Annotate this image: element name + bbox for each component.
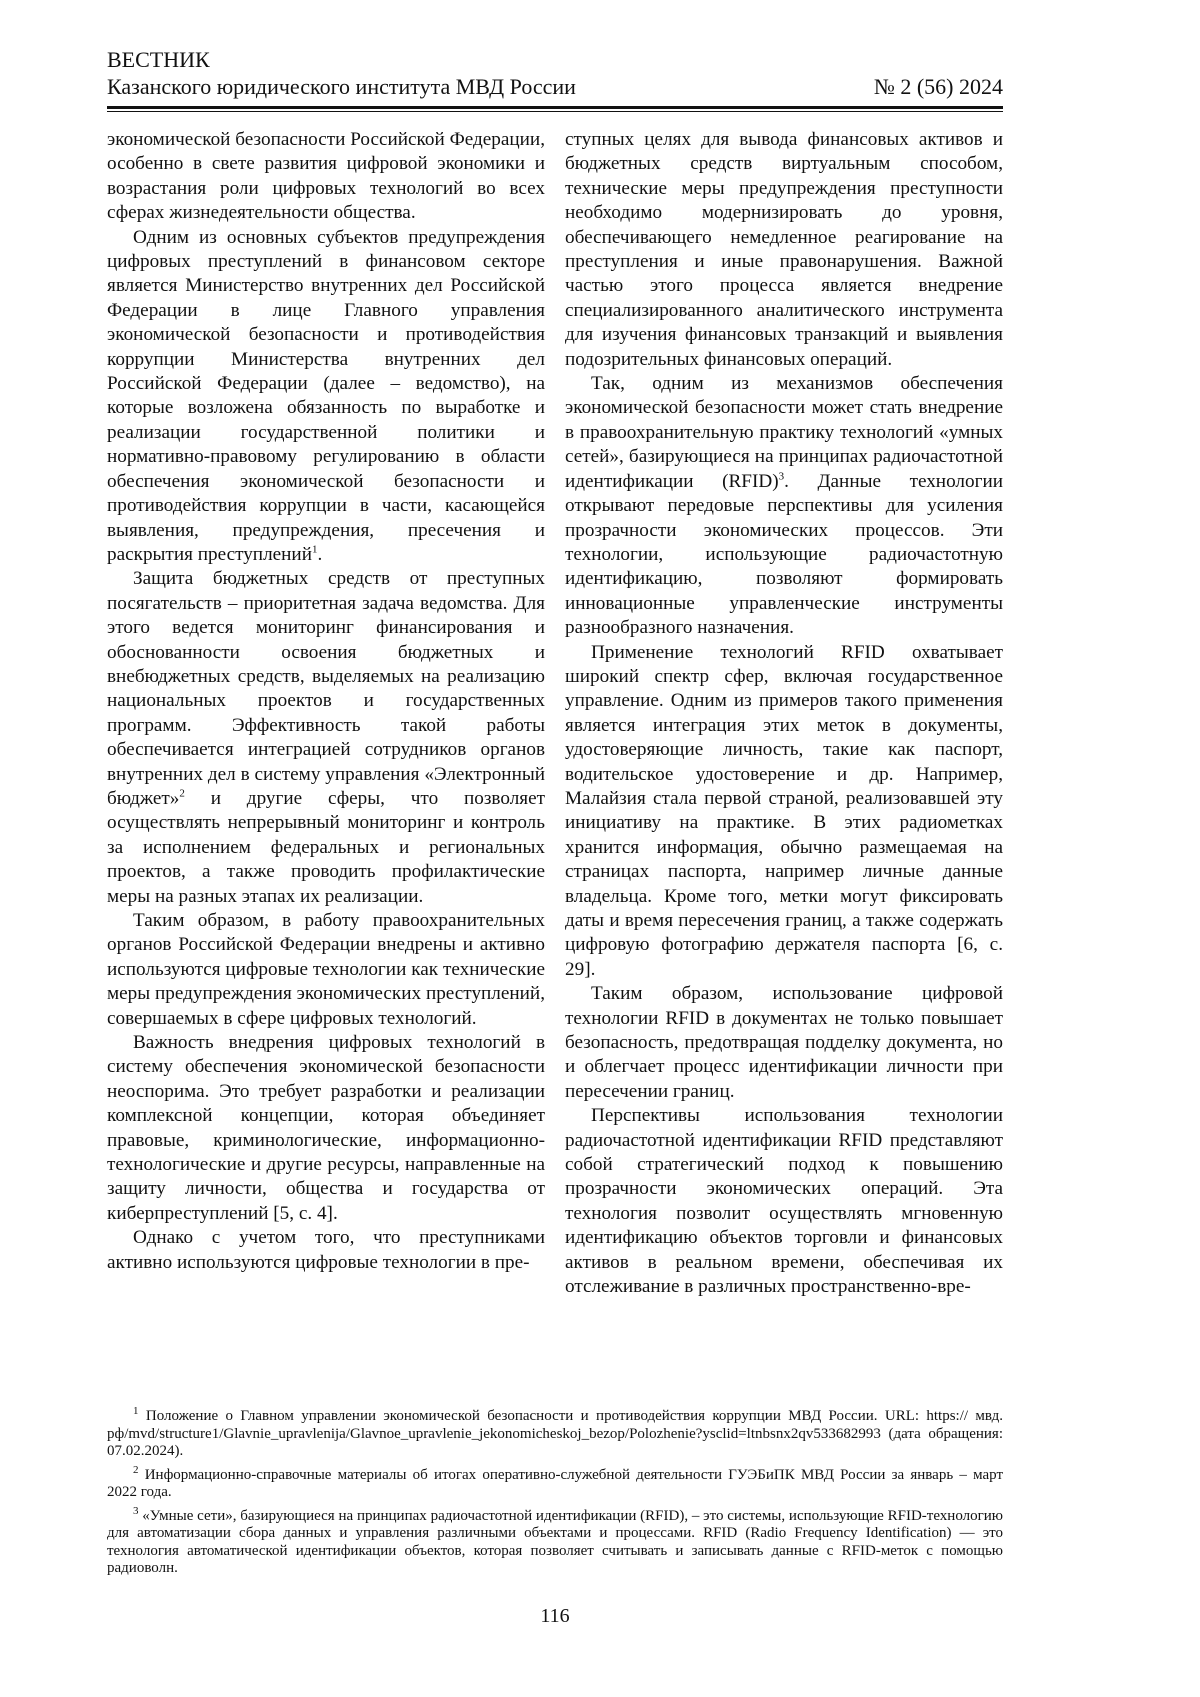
footnotes xyxy=(107,1408,1003,1584)
footnote-ref-1[interactable]: 1 xyxy=(312,544,318,556)
paragraph-text: и другие сферы, что позволяет осуществлять непрерывный мониторинг и контроль за исполнением федеральных и региональных проектов, а также проводить профилактические меры на разных этапах их реализации. xyxy=(107,788,545,907)
paragraph: Важность внедрения цифровых технологий в систему обеспечения экономической безопасности неоспорима. Это требует разработки и реализации комплексной концепции, которая объединяет правовые, криминологические, информационно-технологические и другие ресурсы, направленные на защиту личности, общества и государства от киберпреступлений [5, с. 4]. xyxy=(107,1031,545,1226)
paragraph: Однако с учетом того, что преступниками активно используются цифровые технологии в пре- xyxy=(107,1226,545,1275)
paragraph: Применение технологий RFID охватывает широкий спектр сфер, включая государственное управление. Одним из примеров такого применения является интеграция этих меток в документы, удостоверяющие личность, такие как паспорт, водительское удостоверение и др. Например, Малайзия стала первой страной, реализовавшей эту инициативу на практике. В этих радиометках хранится информация, обычно размещаемая на страницах паспорта, например личные данные владельца. Кроме того, метки могут фиксировать даты и время пересечения границ, а также содержать цифровую фотографию держателя паспорта [6, с. 29]. xyxy=(565,641,1003,983)
paragraph: ступных целях для вывода финансовых активов и бюджетных средств виртуальным способом, технические меры предупреждения преступности необходимо модернизировать до уровня, обеспечивающего немедленное реагирование на преступления и иные правонарушения. Важной частью этого процесса является внедрение специализированного аналитического инструмента для изучения финансовых транзакций и выявления подозрительных финансовых операций. xyxy=(565,128,1003,372)
footnote-mark: 3 xyxy=(133,1505,139,1517)
paragraph: экономической безопасности Российской Федерации, особенно в свете развития цифровой экономики и возрастания роли цифровых технологий во всех сферах жизнедеятельности общества. xyxy=(107,128,545,226)
paragraph: Таким образом, использование цифровой технологии RFID в документах не только повышает безопасность, предотвращая подделку документа, но и облегчает процесс идентификации личности при пересечении границ. xyxy=(565,982,1003,1104)
paragraph xyxy=(107,567,545,909)
right-column xyxy=(565,128,1003,1300)
left-column xyxy=(107,128,545,1275)
footnote-ref-2[interactable]: 2 xyxy=(179,788,185,800)
paragraph: Таким образом, в работу правоохранительных органов Российской Федерации внедрены и активно используются цифровые технологии как технические меры предупреждения экономических преступлений, совершаемых в сфере цифровых технологий. xyxy=(107,909,545,1031)
paragraph-text: . Данные технологии открывают передовые перспективы для усиления прозрачности экономических процессов. Эти технологии, использующие радиочастотную идентификацию, позволяют формировать инновационные управленческие инструменты разнообразного назначения. xyxy=(565,471,1003,638)
footnote-mark: 1 xyxy=(133,1405,139,1417)
footnote-2 xyxy=(107,1467,1003,1502)
footnote-3 xyxy=(107,1508,1003,1578)
issue-number: № 2 (56) 2024 xyxy=(874,73,1003,100)
paragraph-text: Так, одним из механизмов обеспечения экономической безопасности может стать внедрение в правоохранительную практику технологий «умных сетей», базирующиеся на принципах радиочастотной идентификации (RFID) xyxy=(565,373,1003,492)
footnote-text: Положение о Главном управлении экономической безопасности и противодействия коррупции МВД России. URL: https:// мвд. рф/mvd/structure1/Glavnie_upravlenija/Glavnoe_upravlenie_jekonomicheskoj_bezop/Polozhenie?ysclid=ltnbsnx2qv533682993 (дата обращения: 07.02.2024). xyxy=(107,1408,1003,1459)
footnote-1 xyxy=(107,1408,1003,1461)
page-number: 116 xyxy=(107,1604,1003,1628)
paragraph-text: Защита бюджетных средств от преступных посягательств – приоритетная задача ведомства. Для этого ведется мониторинг финансирования и обоснованности освоения бюджетных и внебюджетных средств, выделяемых на реализацию национальных проектов и государственных программ. Эффективность такой работы обеспечивается интеграцией сотрудников органов внутренних дел в систему управления «Электронный бюджет» xyxy=(107,568,545,809)
footnote-ref-3[interactable]: 3 xyxy=(779,470,785,482)
footnote-text: «Умные сети», базирующиеся на принципах радиочастотной идентификации (RFID), – это системы, использующие RFID-технологию для автоматизации сбора данных и управления различными объектами и процессами. RFID (Radio Frequency Identification) — это технология автоматической идентификации объектов, которая позволяет считывать и записывать данные с RFID-меток с помощью радиоволн. xyxy=(107,1508,1003,1577)
institution-name: Казанского юридического института МВД России xyxy=(107,73,576,100)
paragraph: Перспективы использования технологии радиочастотной идентификации RFID представляют собой стратегический подход к повышению прозрачности экономических операций. Эта технология позволит осуществлять мгновенную идентификацию объектов торговли и финансовых активов в реальном времени, обеспечивая их отслеживание в различных пространственно-вре- xyxy=(565,1104,1003,1299)
journal-title: ВЕСТНИК xyxy=(107,46,1003,73)
page-body xyxy=(107,0,1003,1668)
text-columns xyxy=(107,128,1003,1390)
footnote-mark: 2 xyxy=(133,1464,139,1476)
paragraph-text: Одним из основных субъектов предупреждения цифровых преступлений в финансовом секторе является Министерство внутренних дел Российской Федерации в лице Главного управления экономической безопасности и противодействия коррупции Министерства внутренних дел Российской Федерации (далее – ведомство), на которые возложена обязанность по выработке и реализации государственной политики и нормативно-правовому регулированию в области обеспечения экономической безопасности и противодействия коррупции в части, касающейся выявления, предупреждения, пресечения и раскрытия преступлений xyxy=(107,227,545,565)
footnote-text: Информационно-справочные материалы об итогах оперативно-служебной деятельности ГУЭБиПК МВД России за январь – март 2022 года. xyxy=(107,1467,1003,1501)
paragraph xyxy=(565,372,1003,640)
journal-page xyxy=(0,0,1200,1697)
paragraph: Одним из основных субъектов предупреждения цифровых преступлений в финансовом секторе является Министерство внутренних дел Российской Федерации в лице Главного управления экономической безопасности и противодействия коррупции Министерства внутренних дел Российской Федерации (далее – ведомство), на которые возложена обязанность по выработке и реализации государственной политики и нормативно-правовому регулированию в области обеспечения экономической безопасности и противодействия коррупции в части, касающейся выявления, предупреждения, пресечения и раскрытия преступлений1. xyxy=(107,226,545,568)
